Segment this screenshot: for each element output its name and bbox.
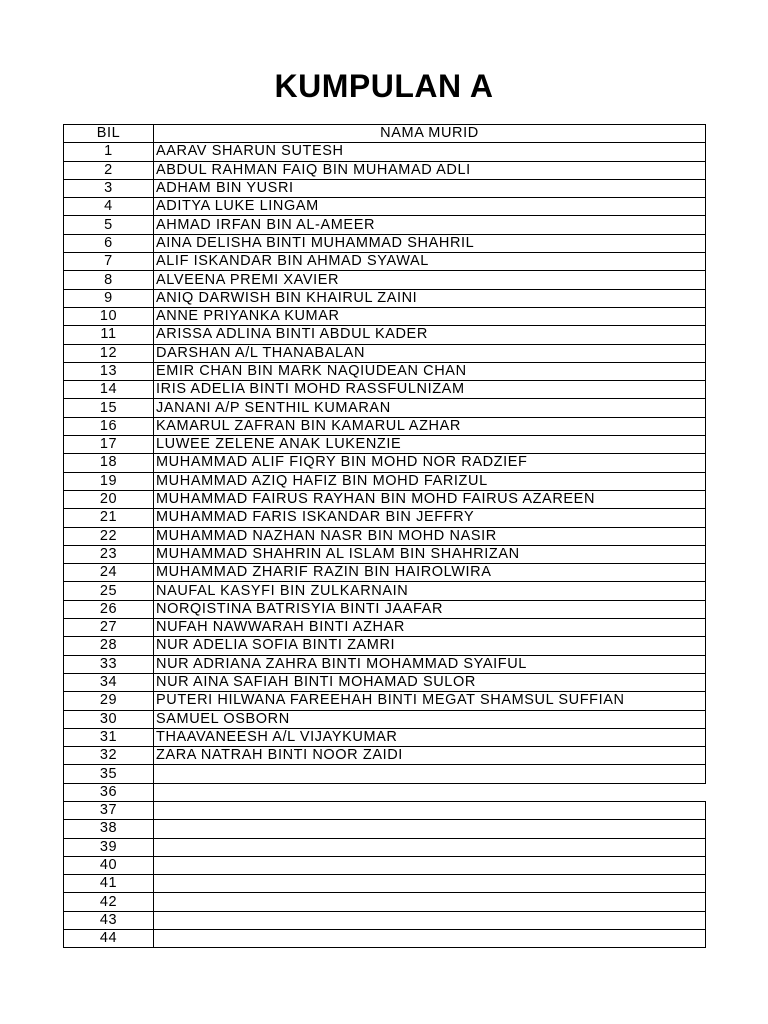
row-bil: 7	[64, 253, 154, 271]
row-student-name: EMIR CHAN BIN MARK NAQIUDEAN CHAN	[154, 362, 706, 380]
row-student-name: PUTERI HILWANA FAREEHAH BINTI MEGAT SHAMSUL SUFFIAN	[154, 692, 706, 710]
table-row	[64, 564, 706, 582]
row-student-name: NUR ADELIA SOFIA BINTI ZAMRI	[154, 637, 706, 655]
row-bil: 11	[64, 326, 154, 344]
row-bil: 29	[64, 692, 154, 710]
table-row	[64, 472, 706, 490]
table-row	[64, 509, 706, 527]
row-bil: 33	[64, 655, 154, 673]
page-title: KUMPULAN A	[274, 68, 494, 104]
row-student-name: AINA DELISHA BINTI MUHAMMAD SHAHRIL	[154, 234, 706, 252]
row-student-name: ZARA NATRAH BINTI NOOR ZAIDI	[154, 747, 706, 765]
table-row	[64, 545, 706, 563]
row-student-name: JANANI A/P SENTHIL KUMARAN	[154, 399, 706, 417]
row-student-name: NUR AINA SAFIAH BINTI MOHAMAD SULOR	[154, 673, 706, 691]
row-student-name: KAMARUL ZAFRAN BIN KAMARUL AZHAR	[154, 417, 706, 435]
table-row	[64, 619, 706, 637]
row-student-name: NUFAH NAWWARAH BINTI AZHAR	[154, 619, 706, 637]
table-row	[64, 179, 706, 197]
row-bil: 21	[64, 509, 154, 527]
table-row	[64, 692, 706, 710]
row-student-name: MUHAMMAD ZHARIF RAZIN BIN HAIROLWIRA	[154, 564, 706, 582]
row-student-name: NORQISTINA BATRISYIA BINTI JAAFAR	[154, 600, 706, 618]
row-student-name: MUHAMMAD SHAHRIN AL ISLAM BIN SHAHRIZAN	[154, 545, 706, 563]
row-bil: 41	[64, 875, 154, 893]
table-row	[64, 527, 706, 545]
table-header-row	[64, 125, 706, 143]
header-bil: BIL	[64, 125, 154, 143]
table-row	[64, 326, 706, 344]
table-row	[64, 161, 706, 179]
table-row	[64, 710, 706, 728]
row-student-name	[154, 820, 706, 838]
table-row	[64, 783, 706, 801]
row-student-name: MUHAMMAD NAZHAN NASR BIN MOHD NASIR	[154, 527, 706, 545]
table-body	[64, 143, 706, 948]
row-bil: 24	[64, 564, 154, 582]
row-bil: 38	[64, 820, 154, 838]
table-row	[64, 490, 706, 508]
row-student-name: MUHAMMAD FARIS ISKANDAR BIN JEFFRY	[154, 509, 706, 527]
row-bil: 39	[64, 838, 154, 856]
row-student-name: LUWEE ZELENE ANAK LUKENZIE	[154, 436, 706, 454]
row-student-name: ALIF ISKANDAR BIN AHMAD SYAWAL	[154, 253, 706, 271]
row-bil: 22	[64, 527, 154, 545]
row-bil: 34	[64, 673, 154, 691]
row-bil: 35	[64, 765, 154, 783]
row-bil: 36	[64, 783, 154, 801]
row-bil: 16	[64, 417, 154, 435]
row-bil: 9	[64, 289, 154, 307]
table-row	[64, 362, 706, 380]
row-bil: 37	[64, 801, 154, 819]
row-bil: 23	[64, 545, 154, 563]
table-row	[64, 820, 706, 838]
table-row	[64, 747, 706, 765]
row-bil: 18	[64, 454, 154, 472]
row-bil: 13	[64, 362, 154, 380]
row-student-name: AARAV SHARUN SUTESH	[154, 143, 706, 161]
table-row	[64, 801, 706, 819]
table-row	[64, 381, 706, 399]
table-row	[64, 875, 706, 893]
table-row	[64, 911, 706, 929]
row-student-name	[154, 801, 706, 819]
table-row	[64, 673, 706, 691]
table-row	[64, 216, 706, 234]
row-bil: 15	[64, 399, 154, 417]
row-bil: 6	[64, 234, 154, 252]
row-bil: 27	[64, 619, 154, 637]
row-student-name	[154, 930, 706, 948]
table-row	[64, 417, 706, 435]
header-nama-murid: NAMA MURID	[154, 125, 706, 143]
row-bil: 31	[64, 728, 154, 746]
table-row	[64, 930, 706, 948]
row-student-name	[154, 875, 706, 893]
row-student-name: ANIQ DARWISH BIN KHAIRUL ZAINI	[154, 289, 706, 307]
row-bil: 30	[64, 710, 154, 728]
row-student-name	[154, 838, 706, 856]
row-student-name: THAAVANEESH A/L VIJAYKUMAR	[154, 728, 706, 746]
row-bil: 2	[64, 161, 154, 179]
row-student-name	[154, 765, 706, 783]
table-row	[64, 307, 706, 325]
row-bil: 4	[64, 198, 154, 216]
row-bil: 8	[64, 271, 154, 289]
row-student-name: ADITYA LUKE LINGAM	[154, 198, 706, 216]
table-row	[64, 289, 706, 307]
student-table	[63, 124, 706, 948]
row-student-name: MUHAMMAD ALIF FIQRY BIN MOHD NOR RADZIEF	[154, 454, 706, 472]
table-row	[64, 838, 706, 856]
row-bil: 28	[64, 637, 154, 655]
table-row	[64, 344, 706, 362]
row-student-name: MUHAMMAD FAIRUS RAYHAN BIN MOHD FAIRUS AZAREEN	[154, 490, 706, 508]
row-bil: 26	[64, 600, 154, 618]
row-student-name	[154, 893, 706, 911]
table-row	[64, 143, 706, 161]
row-student-name: IRIS ADELIA BINTI MOHD RASSFULNIZAM	[154, 381, 706, 399]
row-bil: 42	[64, 893, 154, 911]
row-student-name: DARSHAN A/L THANABALAN	[154, 344, 706, 362]
table-row	[64, 600, 706, 618]
row-student-name: SAMUEL OSBORN	[154, 710, 706, 728]
row-bil: 32	[64, 747, 154, 765]
row-bil: 14	[64, 381, 154, 399]
table-row	[64, 198, 706, 216]
table-row	[64, 893, 706, 911]
row-student-name: AHMAD IRFAN BIN AL-AMEER	[154, 216, 706, 234]
row-bil: 40	[64, 856, 154, 874]
row-bil: 20	[64, 490, 154, 508]
row-bil: 19	[64, 472, 154, 490]
row-student-name	[154, 783, 706, 801]
table-row	[64, 454, 706, 472]
row-student-name	[154, 856, 706, 874]
table-row	[64, 399, 706, 417]
table-row	[64, 271, 706, 289]
row-student-name: NAUFAL KASYFI BIN ZULKARNAIN	[154, 582, 706, 600]
row-bil: 17	[64, 436, 154, 454]
row-bil: 44	[64, 930, 154, 948]
row-student-name	[154, 911, 706, 929]
table-row	[64, 637, 706, 655]
table-row	[64, 765, 706, 783]
table-row	[64, 234, 706, 252]
row-student-name: ADHAM BIN YUSRI	[154, 179, 706, 197]
row-bil: 10	[64, 307, 154, 325]
row-student-name: ABDUL RAHMAN FAIQ BIN MUHAMAD ADLI	[154, 161, 706, 179]
table-row	[64, 436, 706, 454]
table-row	[64, 655, 706, 673]
row-student-name: ARISSA ADLINA BINTI ABDUL KADER	[154, 326, 706, 344]
row-bil: 25	[64, 582, 154, 600]
row-student-name: NUR ADRIANA ZAHRA BINTI MOHAMMAD SYAIFUL	[154, 655, 706, 673]
table-row	[64, 582, 706, 600]
row-bil: 1	[64, 143, 154, 161]
row-student-name: MUHAMMAD AZIQ HAFIZ BIN MOHD FARIZUL	[154, 472, 706, 490]
row-student-name: ANNE PRIYANKA KUMAR	[154, 307, 706, 325]
table-row	[64, 856, 706, 874]
row-student-name: ALVEENA PREMI XAVIER	[154, 271, 706, 289]
row-bil: 12	[64, 344, 154, 362]
row-bil: 5	[64, 216, 154, 234]
row-bil: 3	[64, 179, 154, 197]
table-row	[64, 728, 706, 746]
table-row	[64, 253, 706, 271]
row-bil: 43	[64, 911, 154, 929]
